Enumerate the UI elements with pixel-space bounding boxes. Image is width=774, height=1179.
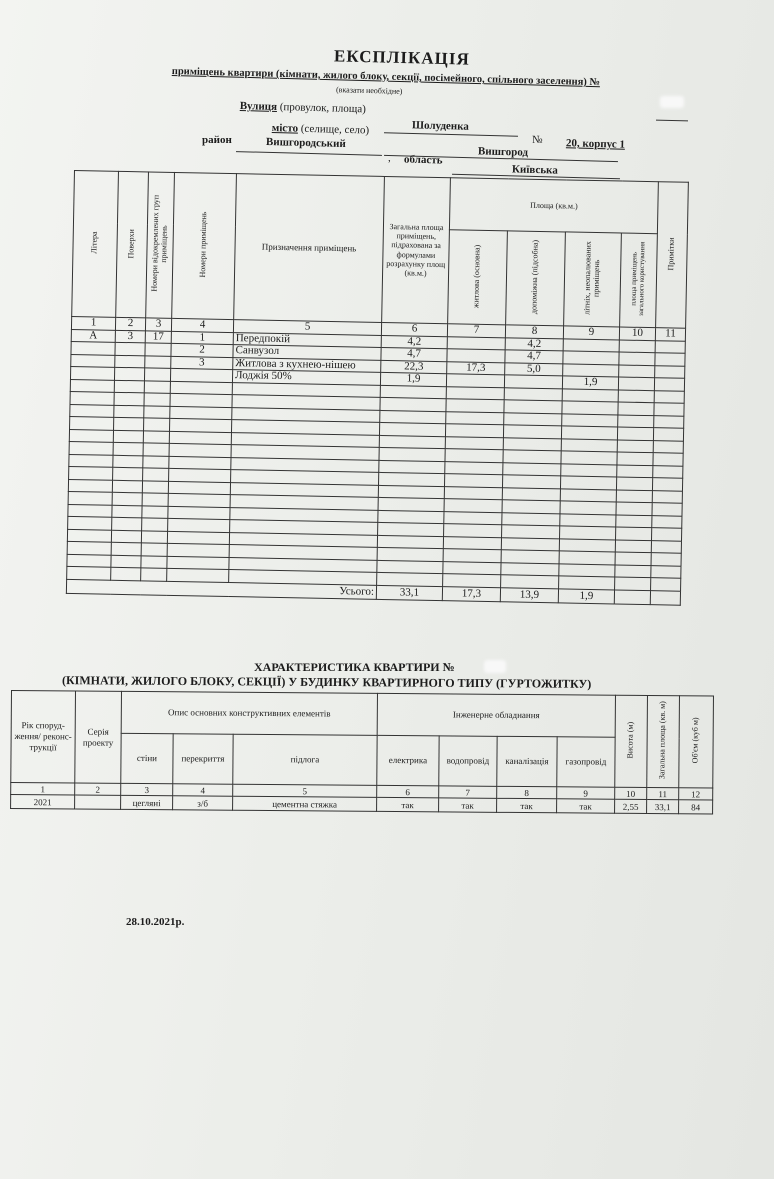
empty-cell — [67, 529, 111, 542]
street-value: Шолуденка — [411, 119, 470, 133]
empty-cell — [561, 463, 617, 477]
totals-total: 33,1 — [376, 585, 442, 600]
empty-cell — [503, 450, 561, 464]
header-height: Висота (м) — [615, 695, 648, 787]
empty-cell — [113, 442, 143, 455]
cell-living — [447, 336, 505, 350]
empty-cell — [619, 352, 655, 365]
column-number-row: 1 2 3 4 5 6 7 8 9 10 11 — [71, 316, 685, 340]
district-label: район — [202, 134, 232, 146]
header-area-group: Площа (кв.м.) — [449, 178, 658, 234]
empty-cell — [114, 380, 144, 393]
header-walls: стіни — [121, 733, 173, 783]
empty-cell — [653, 465, 683, 478]
empty-cell — [379, 472, 445, 486]
empty-cell — [653, 453, 683, 466]
cell-gas: так — [557, 799, 615, 813]
redacted-number — [660, 96, 684, 108]
empty-cell — [446, 411, 504, 425]
empty-cell — [443, 574, 501, 588]
header-total: Загальна площа приміщень, підрахована за формулами розрахунку площ (кв.м.) — [382, 176, 451, 323]
cell-group — [145, 343, 171, 356]
cell-living: 17,3 — [447, 361, 505, 375]
cell-aux — [504, 375, 562, 389]
cell-living — [446, 374, 504, 388]
cell-total: 1,9 — [380, 372, 446, 386]
empty-cell — [111, 567, 141, 580]
empty-cell — [143, 455, 169, 468]
characteristic-table — [10, 690, 714, 815]
street-sublabel: (провулок, площа) — [279, 101, 367, 116]
empty-cell — [144, 393, 170, 406]
empty-cell — [655, 353, 685, 366]
empty-cell — [70, 416, 114, 429]
cell-room: 1 — [171, 331, 233, 345]
header-volume: Об'єм (куб м) — [679, 696, 714, 788]
empty-cell — [616, 489, 652, 502]
city-value: Вишгород — [477, 145, 529, 159]
empty-cell — [501, 537, 559, 551]
empty-cell — [68, 479, 112, 492]
cell-litera: А — [71, 329, 115, 342]
header-water: водопровід — [439, 736, 497, 786]
empty-cell — [652, 478, 682, 491]
totals-summer: 1,9 — [558, 588, 614, 603]
empty-cell — [69, 466, 113, 479]
empty-cell — [560, 513, 616, 527]
header-sewer: каналізація — [497, 736, 557, 786]
empty-cell — [444, 511, 502, 525]
empty-cell — [170, 418, 232, 432]
empty-cell — [618, 414, 654, 427]
empty-cell — [445, 424, 503, 438]
header-series: Серія проекту — [75, 691, 122, 783]
empty-cell — [616, 477, 652, 490]
empty-cell — [68, 504, 112, 517]
cell-floor: цементна стяжка — [233, 796, 377, 811]
empty-cell — [559, 538, 615, 552]
empty-cell — [445, 449, 503, 463]
empty-cell — [617, 439, 653, 452]
header-floors: Поверхи — [116, 171, 149, 318]
empty-cell — [142, 518, 168, 531]
empty-cell — [444, 524, 502, 538]
empty-cell — [111, 542, 141, 555]
empty-cell — [68, 491, 112, 504]
cell-floor — [114, 367, 144, 380]
empty-cell — [618, 402, 654, 415]
cell-floor — [115, 355, 145, 368]
empty-cell — [654, 390, 684, 403]
empty-cell — [169, 456, 231, 470]
cell-living — [447, 349, 505, 363]
empty-cell — [67, 566, 111, 579]
empty-cell — [379, 460, 445, 474]
empty-cell — [168, 493, 230, 507]
header-gas: газопровід — [557, 737, 615, 787]
empty-cell — [70, 404, 114, 417]
empty-cell — [616, 514, 652, 527]
empty-cell — [141, 568, 167, 581]
empty-cell — [444, 499, 502, 513]
street-row — [240, 100, 366, 115]
empty-cell — [654, 415, 684, 428]
empty-cell — [169, 431, 231, 445]
empty-cell — [559, 576, 615, 590]
empty-cell — [143, 468, 169, 481]
empty-cell — [651, 565, 681, 578]
empty-cell — [504, 400, 562, 414]
empty-cell — [112, 505, 142, 518]
empty-cell — [168, 518, 230, 532]
header-living: житлова (основна) — [448, 230, 508, 325]
empty-cell — [69, 429, 113, 442]
empty-cell — [503, 462, 561, 476]
empty-cell — [167, 543, 229, 557]
empty-cell — [560, 488, 616, 502]
characteristic-subtitle: (КІМНАТИ, ЖИЛОГО БЛОКУ, СЕКЦІЇ) У БУДИНКУ КВАРТИРНОГО ТИПУ (ГУРТОЖИТКУ) — [61, 673, 592, 691]
empty-cell — [113, 455, 143, 468]
empty-cell — [618, 389, 654, 402]
empty-cell — [170, 406, 232, 420]
empty-cell — [559, 563, 615, 577]
empty-cell — [144, 380, 170, 393]
empty-cell — [114, 392, 144, 405]
cell-total: 22,3 — [381, 360, 447, 374]
document-date: 28.10.2021р. — [126, 916, 185, 928]
empty-cell — [445, 436, 503, 450]
char-column-number-row: 1 2 3 4 5 6 7 8 9 10 11 12 — [11, 783, 713, 801]
empty-cell — [141, 543, 167, 556]
empty-cell — [559, 551, 615, 565]
empty-cell — [69, 441, 113, 454]
empty-cell — [169, 443, 231, 457]
header-summer: літніх, неопалюваних приміщень — [564, 232, 622, 327]
empty-cell — [502, 475, 560, 489]
header-engineering: Інженерне обладнання — [377, 693, 615, 737]
cell-group — [145, 355, 171, 368]
empty-cell — [170, 393, 232, 407]
document-title: ЕКСПЛІКАЦІЯ — [333, 46, 470, 69]
empty-cell — [504, 412, 562, 426]
empty-cell — [615, 539, 651, 552]
header-auxiliary: допоміжна (підсобна) — [506, 231, 566, 326]
empty-cell — [562, 388, 618, 402]
city-row — [272, 122, 370, 137]
empty-cell — [112, 480, 142, 493]
cell-floors-ceil: з/б — [173, 796, 233, 810]
empty-cell — [560, 526, 616, 540]
empty-cell — [443, 561, 501, 575]
empty-cell — [142, 505, 168, 518]
cell-summer — [563, 351, 619, 365]
empty-cell — [167, 568, 229, 582]
empty-cell — [651, 540, 681, 553]
empty-cell — [654, 378, 684, 391]
empty-cell — [377, 560, 443, 574]
empty-cell — [167, 556, 229, 570]
cell-total: 4,2 — [381, 335, 447, 349]
empty-cell — [561, 438, 617, 452]
empty-cell — [143, 443, 169, 456]
empty-cell — [503, 437, 561, 451]
empty-cell — [167, 531, 229, 545]
empty-cell — [168, 481, 230, 495]
empty-cell — [443, 536, 501, 550]
header-floors-ceil: перекриття — [173, 734, 233, 784]
header-total-area: Загальна площа (кв. м) — [647, 695, 680, 787]
empty-cell — [70, 379, 114, 392]
empty-cell — [142, 480, 168, 493]
redacted-apartment-number — [484, 660, 506, 673]
explication-table — [66, 170, 689, 605]
empty-cell — [561, 426, 617, 440]
header-floor: підлога — [233, 734, 377, 785]
empty-cell — [617, 427, 653, 440]
empty-cell — [67, 554, 111, 567]
region-label: область — [403, 153, 443, 167]
empty-cell — [141, 555, 167, 568]
empty-cell — [445, 461, 503, 475]
note-text: (вказати необхідне) — [335, 85, 403, 96]
empty-cell — [380, 385, 446, 399]
header-room-numbers: Номери приміщень — [172, 172, 237, 319]
empty-cell — [502, 525, 560, 539]
empty-cell — [141, 530, 167, 543]
empty-cell — [615, 577, 651, 590]
empty-cell — [562, 413, 618, 427]
cell-purpose: Житлова з кухнею-нішею — [233, 357, 381, 372]
empty-cell — [501, 575, 559, 589]
empty-cell — [653, 440, 683, 453]
cell-total-area: 33,1 — [647, 799, 679, 813]
cell-group: 17 — [145, 330, 171, 343]
empty-cell — [111, 555, 141, 568]
empty-cell — [652, 503, 682, 516]
cell-electric: так — [377, 797, 439, 811]
empty-cell — [619, 364, 655, 377]
city-label: місто — [271, 122, 299, 135]
empty-cell — [114, 417, 144, 430]
cell-litera — [71, 341, 115, 354]
empty-cell — [652, 528, 682, 541]
empty-cell — [655, 365, 685, 378]
cell-total: 4,7 — [381, 347, 447, 361]
cell-sewer: так — [497, 798, 557, 812]
document-subtitle: приміщень квартири (кімнати, жилого блоку, секції, посімейного, спільного заселення) № — [171, 66, 601, 89]
empty-cell — [560, 501, 616, 515]
empty-cell — [113, 467, 143, 480]
cell-summer — [563, 363, 619, 377]
empty-cell — [615, 552, 651, 565]
header-litera: Літера — [72, 171, 119, 318]
empty-cell — [651, 578, 681, 591]
empty-cell — [562, 401, 618, 415]
empty-cell — [616, 527, 652, 540]
header-purpose: Призначення приміщень — [234, 174, 385, 323]
totals-label: Усього: — [66, 579, 376, 599]
number-value: 20, корпус 1 — [565, 137, 626, 151]
empty-cell — [69, 454, 113, 467]
cell-volume: 84 — [679, 800, 713, 814]
cell-summer — [563, 338, 619, 352]
empty-cell — [377, 547, 443, 561]
empty-cell — [652, 490, 682, 503]
header-year: Рік споруд-ження/ реконс-трукції — [11, 691, 76, 783]
empty-cell — [618, 377, 654, 390]
cell-room — [170, 368, 232, 382]
empty-cell — [168, 506, 230, 520]
cell-water: так — [439, 798, 497, 812]
empty-cell — [70, 391, 114, 404]
totals-aux: 13,9 — [500, 587, 558, 602]
empty-cell — [617, 452, 653, 465]
empty-cell — [446, 399, 504, 413]
empty-cell — [655, 340, 685, 353]
header-construct: Опис основних конструктивних елементів — [121, 691, 377, 735]
cell-aux: 4,7 — [505, 350, 563, 364]
empty-cell — [561, 451, 617, 465]
empty-cell — [501, 550, 559, 564]
cell-floor — [115, 342, 145, 355]
empty-cell — [653, 428, 683, 441]
empty-cell — [144, 418, 170, 431]
empty-cell — [112, 492, 142, 505]
empty-cell — [170, 381, 232, 395]
cell-room: 2 — [171, 343, 233, 357]
empty-cell — [616, 502, 652, 515]
cell-group — [144, 368, 170, 381]
cell-walls: цегляні — [121, 795, 173, 809]
cell-aux: 5,0 — [505, 362, 563, 376]
empty-cell — [654, 403, 684, 416]
empty-cell — [619, 340, 655, 353]
cell-height: 2,55 — [615, 799, 647, 813]
street-label: Вулиця — [239, 100, 278, 113]
empty-cell — [142, 493, 168, 506]
empty-cell — [444, 474, 502, 488]
empty-cell — [143, 430, 169, 443]
totals-living: 17,3 — [442, 586, 500, 601]
cell-summer: 1,9 — [562, 376, 618, 390]
empty-cell — [502, 512, 560, 526]
empty-cell — [617, 464, 653, 477]
number-label: № — [532, 134, 543, 146]
header-notes: Примітки — [656, 182, 689, 329]
cell-litera — [71, 354, 115, 367]
cell-litera — [70, 366, 114, 379]
header-group-numbers: Номери відокремлених груп приміщень — [146, 172, 175, 318]
header-electric: електрика — [377, 735, 439, 785]
empty-cell — [67, 541, 111, 554]
cell-series — [75, 795, 121, 809]
empty-cell — [560, 476, 616, 490]
comma: , — [388, 152, 391, 164]
empty-cell — [144, 405, 170, 418]
empty-cell — [504, 387, 562, 401]
empty-cell — [652, 515, 682, 528]
city-sublabel: (селище, село) — [300, 122, 370, 137]
cell-room: 3 — [171, 356, 233, 370]
empty-cell — [111, 530, 141, 543]
cell-purpose: Санвузол — [233, 345, 381, 360]
empty-cell — [446, 386, 504, 400]
empty-cell — [501, 562, 559, 576]
region-value: Київська — [511, 163, 558, 177]
empty-cell — [502, 487, 560, 501]
empty-cell — [169, 468, 231, 482]
empty-cell — [502, 500, 560, 514]
empty-cell — [443, 549, 501, 563]
cell-purpose: Лоджія 50% — [232, 370, 380, 385]
cell-purpose: Передпокій — [233, 332, 381, 347]
header-common: площа приміщень загального користування — [620, 233, 658, 328]
empty-cell — [113, 430, 143, 443]
empty-cell — [112, 517, 142, 530]
empty-cell — [68, 516, 112, 529]
empty-cell — [444, 486, 502, 500]
empty-cell — [615, 564, 651, 577]
empty-cell — [114, 405, 144, 418]
empty-cell — [651, 553, 681, 566]
empty-cell — [503, 425, 561, 439]
explication-body — [67, 329, 686, 591]
cell-year: 2021 — [11, 795, 75, 810]
characteristic-title: ХАРАКТЕРИСТИКА КВАРТИРИ № — [254, 660, 455, 674]
cell-floor: 3 — [115, 330, 145, 343]
cell-aux: 4,2 — [505, 337, 563, 351]
district-value: Вишгородський — [265, 135, 346, 151]
